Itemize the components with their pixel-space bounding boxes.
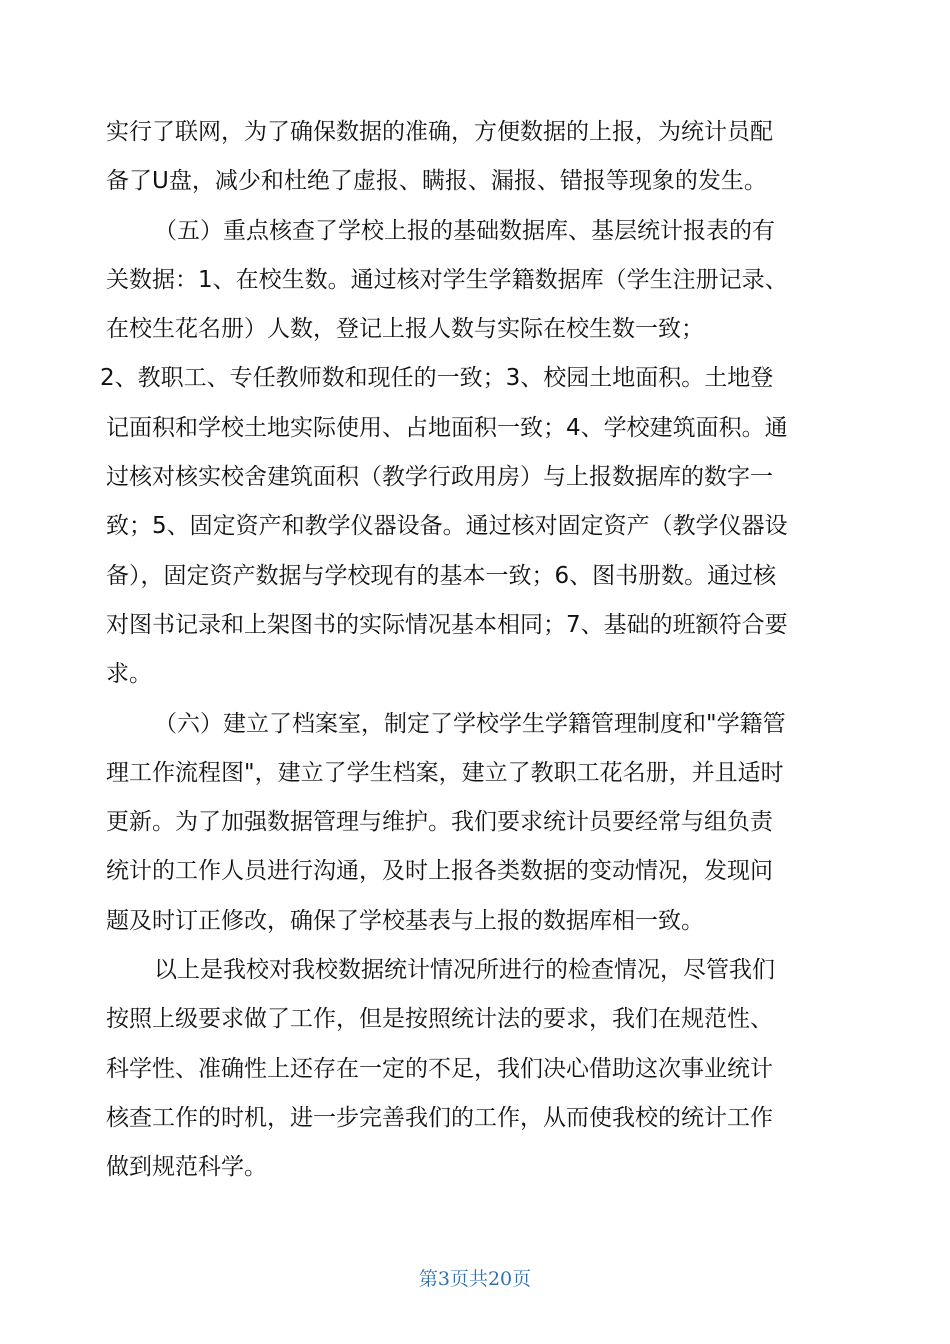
text-line: 实行了联网，为了确保数据的准确，方便数据的上报，为统计员配: [106, 119, 773, 145]
text-line: 过核对核实校舍建筑面积（教学行政用房）与上报数据库的数字一: [106, 464, 773, 491]
text-line: 统计的工作人员进行沟通，及时上报各类数据的变动情况，发现问: [106, 858, 773, 885]
text-line: 关数据：1、在校生数。通过核对学生学籍数据库（学生注册记录、: [106, 266, 788, 293]
text-line: 做到规范科学。: [106, 1154, 267, 1181]
paragraph-start-line: （六）建立了档案室，制定了学校学生学籍管理制度和"学籍管: [154, 710, 786, 737]
text-line: 按照上级要求做了工作，但是按照统计法的要求，我们在规范性、: [106, 1006, 773, 1033]
text-line: 2、教职工、专任教师数和现任的一致；3、校园土地面积。土地登: [100, 365, 774, 392]
paragraph-start-line: （五）重点核查了学校上报的基础数据库、基层统计报表的有: [154, 217, 775, 244]
body-text: [100, 108, 846, 1193]
text-line: 题及时订正修改，确保了学校基表与上报的数据库相一致。: [106, 907, 704, 934]
text-line: 理工作流程图"，建立了学生档案，建立了教职工花名册，并且适时: [106, 759, 784, 786]
text-line: 备了U盘，减少和杜绝了虚报、瞒报、漏报、错报等现象的发生。: [106, 168, 767, 195]
text-line: 备），固定资产数据与学校现有的基本一致；6、图书册数。通过核: [106, 562, 777, 589]
page-number-footer: 第3页共20页: [418, 1268, 532, 1290]
text-line: 在校生花名册）人数，登记上报人数与实际在校生数一致；: [106, 316, 704, 343]
text-line: 记面积和学校土地实际使用、占地面积一致；4、学校建筑面积。通: [106, 414, 788, 441]
text-line: 致；5、固定资产和教学仪器设备。通过核对固定资产（教学仪器设: [106, 513, 788, 540]
text-line: 核查工作的时机，进一步完善我们的工作，从而使我校的统计工作: [106, 1104, 773, 1131]
text-line: 求。: [106, 661, 152, 688]
text-line: 更新。为了加强数据管理与维护。我们要求统计员要经常与组负责: [106, 809, 773, 836]
text-line: 科学性、准确性上还存在一定的不足，我们决心借助这次事业统计: [106, 1055, 773, 1082]
paragraph-start-line: 以上是我校对我校数据统计情况所进行的检查情况，尽管我们: [154, 957, 775, 984]
text-line: 对图书记录和上架图书的实际情况基本相同；7、基础的班额符合要: [106, 611, 788, 638]
